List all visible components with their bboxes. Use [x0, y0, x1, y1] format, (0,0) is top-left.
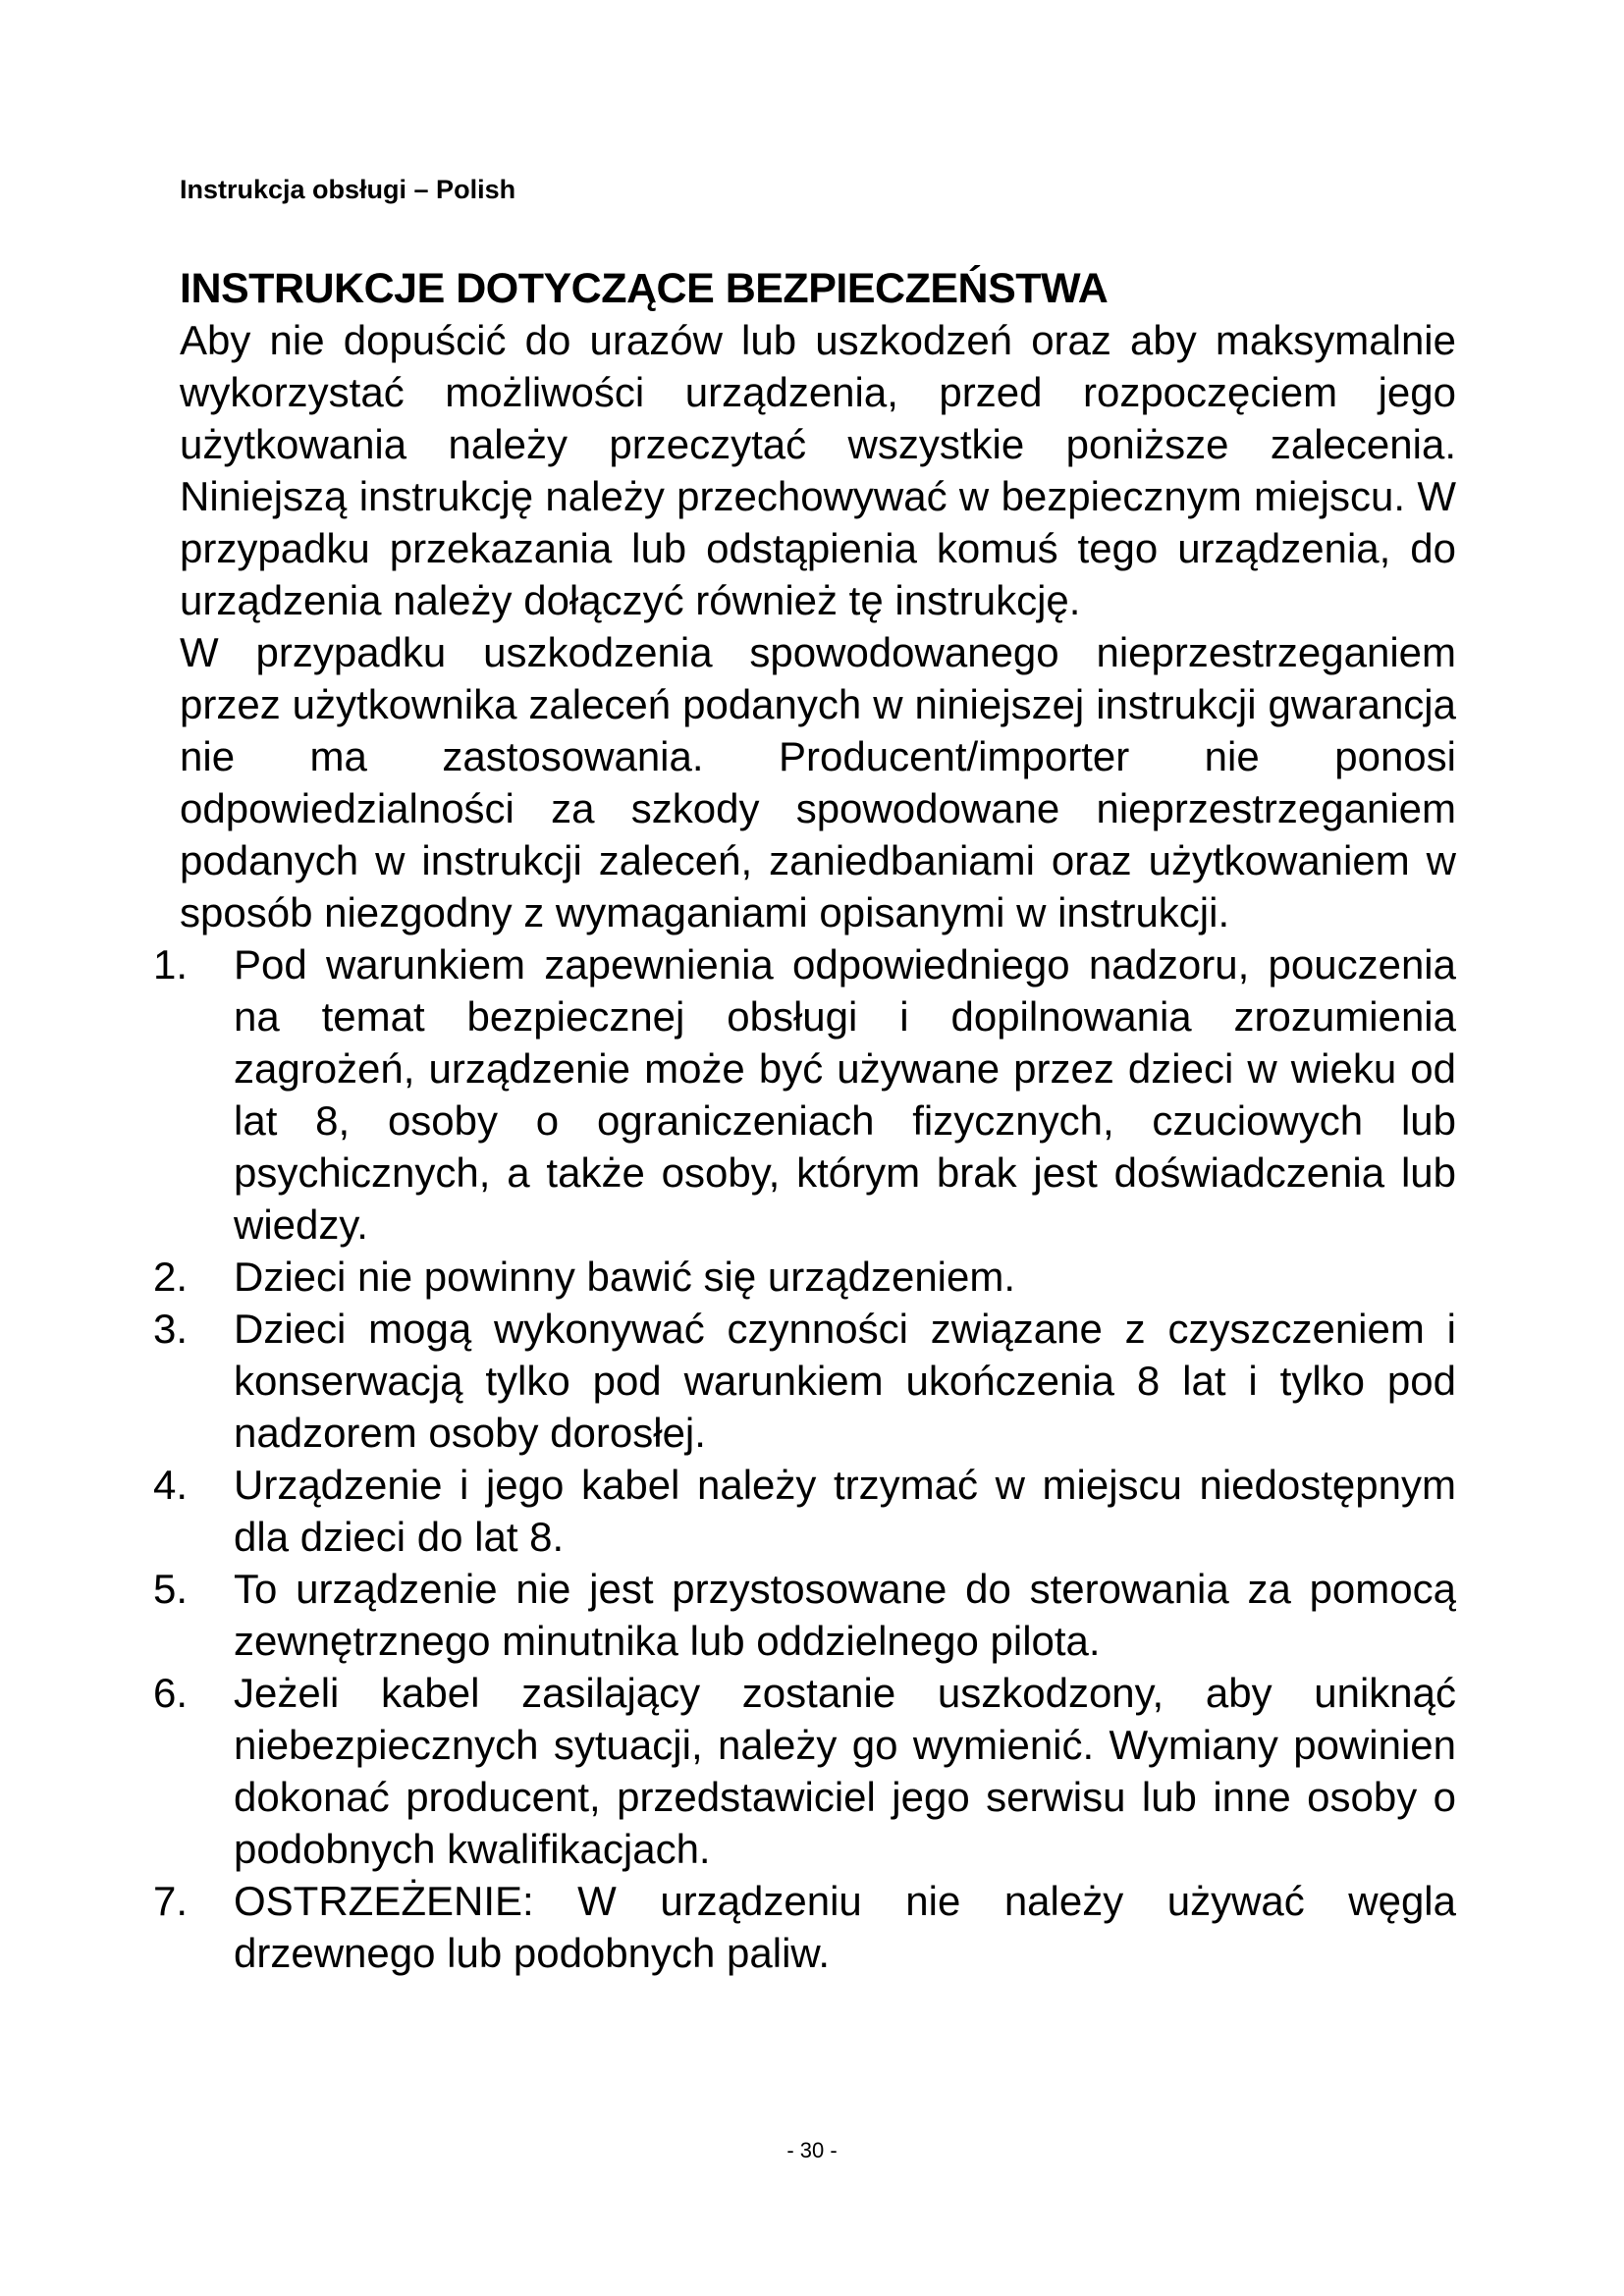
list-item [153, 1563, 1456, 1667]
list-item-text: OSTRZEŻENIE: W urządzeniu nie należy używać węgla drzewnego lub podobnych paliw. [234, 1878, 1456, 1976]
page-number: - 30 - [786, 2138, 838, 2163]
warranty-paragraph: W przypadku uszkodzenia spowodowanego nieprzestrzeganiem przez użytkownika zaleceń podanych w niniejszej instrukcji gwarancja nie ma zastosowania. Producent/importer nie ponosi odpowiedzialności za szkody spowodowane nieprzestrzeganiem podanych w instrukcji zaleceń, zaniedbaniami oraz użytkowaniem w sposób niezgodny z wymaganiami opisanymi w instrukcji. [180, 629, 1456, 935]
list-item-text: Jeżeli kabel zasilający zostanie uszkodzony, aby uniknąć niebezpiecznych sytuacji, należy go wymienić. Wymiany powinien dokonać producent, przedstawiciel jego serwisu lub inne osoby o podobnych kwalifikacjach. [234, 1670, 1456, 1872]
list-item-number: 2. [153, 1254, 189, 1300]
list-item-number: 5. [153, 1566, 189, 1612]
list-item [153, 1667, 1456, 1875]
safety-list [153, 938, 1456, 1979]
list-item-text: Pod warunkiem zapewnienia odpowiedniego nadzoru, pouczenia na temat bezpiecznej obsługi i dopilnowania zrozumienia zagrożeń, urządzenie może być używane przez dzieci w wieku od lat 8, osoby o ograniczeniach fizycznych, czuciowych lub psychicznych, a także osoby, którym brak jest doświadczenia lub wiedzy. [234, 941, 1456, 1248]
list-item [153, 1303, 1456, 1459]
list-item-text: Dzieci mogą wykonywać czynności związane z czyszczeniem i konserwacją tylko pod warunkiem ukończenia 8 lat i tylko pod nadzorem osoby dorosłej. [234, 1306, 1456, 1456]
page-header: Instrukcja obsługi – Polish [180, 175, 516, 204]
list-item-number: 4. [153, 1462, 189, 1508]
list-item [153, 1459, 1456, 1563]
list-item-text: To urządzenie nie jest przystosowane do sterowania za pomocą zewnętrznego minutnika lub oddzielnego pilota. [234, 1566, 1456, 1664]
list-item-number: 6. [153, 1670, 189, 1716]
list-item-text: Dzieci nie powinny bawić się urządzeniem. [234, 1254, 1016, 1300]
list-item-text: Urządzenie i jego kabel należy trzymać w miejscu niedostępnym dla dzieci do lat 8. [234, 1462, 1456, 1560]
list-item [153, 1251, 1456, 1303]
page-content [153, 263, 1456, 1979]
list-item [153, 1875, 1456, 1979]
list-item [153, 938, 1456, 1251]
list-item-number: 1. [153, 941, 189, 988]
intro-paragraph: Aby nie dopuścić do urazów lub uszkodzeń oraz aby maksymalnie wykorzystać możliwości urządzenia, przed rozpoczęciem jego użytkowania należy przeczytać wszystkie poniższe zalecenia. Niniejszą instrukcję należy przechowywać w bezpiecznym miejscu. W przypadku przekazania lub odstąpienia komuś tego urządzenia, do urządzenia należy dołączyć również tę instrukcję. [180, 317, 1456, 623]
list-item-number: 7. [153, 1878, 189, 1924]
section-title: INSTRUKCJE DOTYCZĄCE BEZPIECZEŃSTWA [180, 265, 1109, 312]
list-item-number: 3. [153, 1306, 189, 1352]
